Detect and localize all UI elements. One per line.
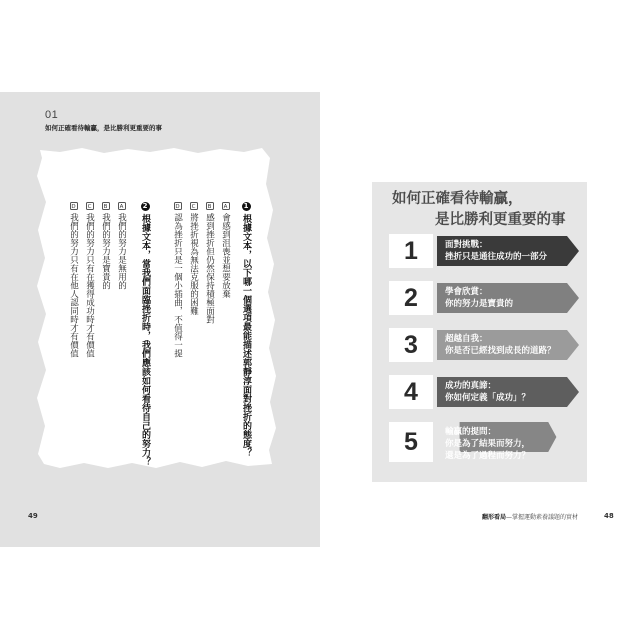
- option-letter: C: [190, 202, 198, 210]
- point-text: 學會欣賞： 你的努力是寶貴的: [445, 287, 514, 309]
- option-letter: A: [222, 202, 230, 210]
- page-number-right: 48: [604, 512, 614, 520]
- question-2-option-b[interactable]: B我們的努力是寶貴的: [100, 204, 111, 290]
- option-letter: A: [118, 202, 126, 210]
- question-1-prompt: 1根據文本，以下哪一個選項最能描述郭靜淳面對挫折的態度？: [241, 202, 251, 457]
- torn-paper-shape: [0, 92, 320, 547]
- card-title-line-1: 如何正確看待輸贏，: [392, 191, 523, 207]
- question-2-option-c[interactable]: C我們的努力只有在獲得成功時才有價值: [84, 204, 95, 358]
- question-1-option-b[interactable]: B感到挫折但仍然保持積極面對: [204, 204, 215, 324]
- option-letter: D: [71, 204, 76, 210]
- question-2-option-d[interactable]: D我們的努力只有在他人認同時才有價值: [68, 204, 79, 358]
- running-head-subtitle: —掌握運動素養議題的實材: [506, 514, 579, 521]
- left-page: [0, 92, 320, 547]
- point-text: 面對挑戰： 挫折只是通往成功的一部分: [445, 240, 548, 262]
- summary-card: [372, 182, 587, 482]
- running-head-title: 翻形看局: [482, 514, 507, 521]
- question-1-option-a[interactable]: A會感到沮喪並想要放棄: [220, 204, 231, 298]
- right-page: [320, 92, 640, 547]
- card-title-line-2: 是比勝利更重要的事: [435, 212, 566, 228]
- question-2-prompt: 2根據文本，當我們面臨挫折時，我們應該如何看待自己的努力？: [140, 202, 150, 466]
- option-letter: B: [102, 202, 110, 210]
- option-letter: D: [175, 204, 180, 210]
- chapter-title: 如何正確看待輸贏，是比勝利更重要的事: [45, 124, 162, 132]
- option-letter: B: [206, 202, 214, 210]
- page-number-left: 49: [28, 512, 38, 520]
- point-number: 5: [389, 422, 433, 462]
- question-1-option-c[interactable]: C將挫折視為無法克服的困難: [188, 204, 199, 315]
- question-1-number: 1: [242, 202, 251, 211]
- running-head: [482, 512, 578, 521]
- point-text: 輸贏的提問： 你是為了結果而努力， 還是為了過程而努力？: [445, 427, 531, 461]
- question-2-option-a[interactable]: A我們的努力是無用的: [116, 204, 127, 290]
- point-number: 1: [389, 234, 433, 268]
- point-text: 超越自我： 你是否已經找到成長的道路？: [445, 334, 556, 356]
- point-number: 3: [389, 328, 433, 362]
- point-number: 4: [389, 375, 433, 409]
- question-2-number: 2: [141, 202, 150, 211]
- option-letter: C: [86, 202, 94, 210]
- point-number: 2: [389, 281, 433, 315]
- point-text: 成功的真諦： 你如何定義「成功」？: [445, 381, 531, 403]
- chapter-number: 01: [45, 109, 59, 121]
- question-1-option-d[interactable]: D認為挫折只是一個小插曲，不值得一提: [172, 204, 183, 358]
